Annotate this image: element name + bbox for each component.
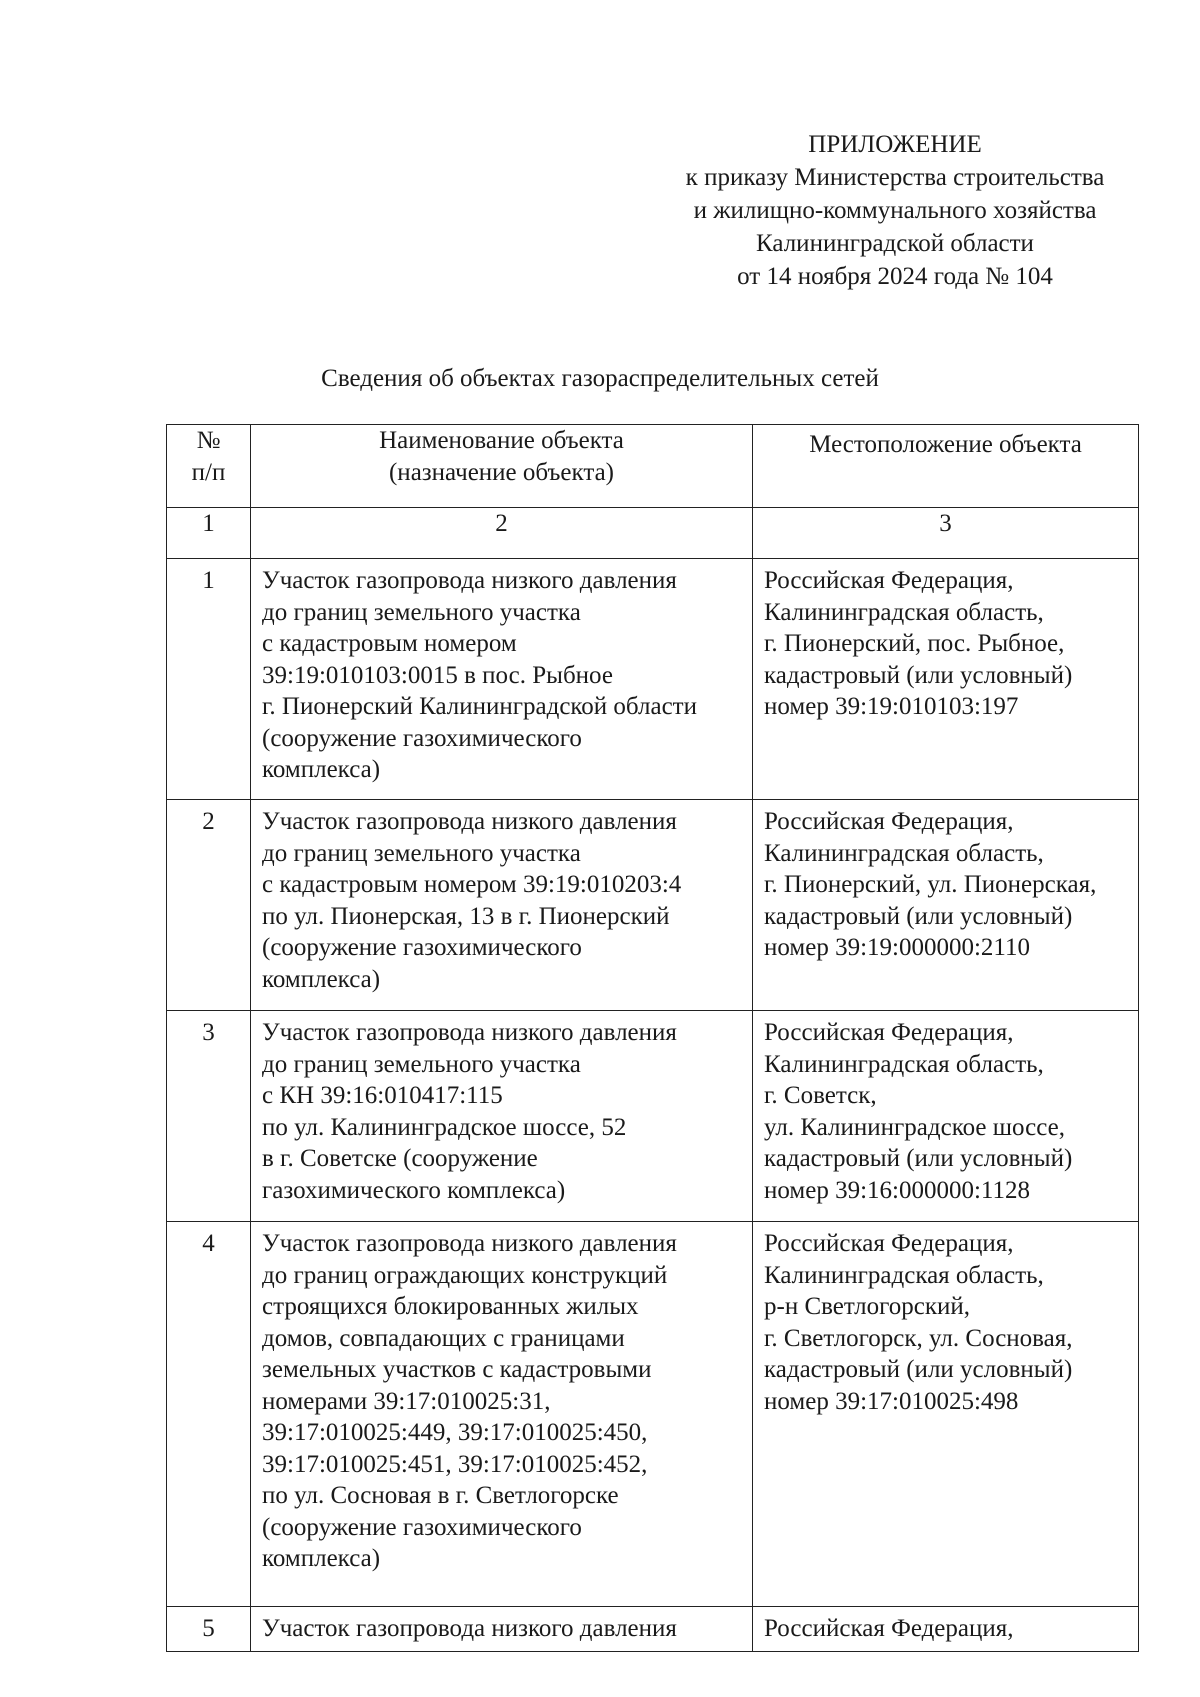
row-number: 1 — [167, 559, 251, 800]
header-number: № п/п — [167, 425, 251, 508]
header-object-location: Местоположение объекта — [753, 425, 1139, 508]
object-name-cell: Участок газопровода низкого давления — [251, 1607, 753, 1652]
column-number-row — [167, 508, 1139, 559]
table-row — [167, 559, 1139, 800]
table-row — [167, 1222, 1139, 1607]
table-row — [167, 1011, 1139, 1222]
appendix-line: и жилищно-коммунального хозяйства — [693, 197, 1097, 224]
object-location-cell: Российская Федерация, Калининградская область, г. Советск, ул. Калининградское шоссе, кадастровый (или условный) номер 39:16:000000:1128 — [753, 1011, 1139, 1222]
column-number: 1 — [167, 508, 251, 559]
appendix-title: ПРИЛОЖЕНИЕ — [808, 131, 982, 158]
object-name-cell: Участок газопровода низкого давления до границ земельного участка с кадастровым номером 39:19:010203:4 по ул. Пионерская, 13 в г. Пионерский (сооружение газохимического комплекса) — [251, 800, 753, 1011]
object-name-cell: Участок газопровода низкого давления до границ земельного участка с КН 39:16:010417:115 по ул. Калининградское шоссе, 52 в г. Советске (сооружение газохимического комплекса) — [251, 1011, 753, 1222]
row-number: 2 — [167, 800, 251, 1011]
objects-table — [166, 424, 1139, 1652]
row-number: 3 — [167, 1011, 251, 1222]
row-number: 5 — [167, 1607, 251, 1652]
row-number: 4 — [167, 1222, 251, 1607]
object-location-cell: Российская Федерация, Калининградская область, г. Пионерский, ул. Пионерская, кадастровый (или условный) номер 39:19:000000:2110 — [753, 800, 1139, 1011]
appendix-order-date: от 14 ноября 2024 года № 104 — [737, 263, 1053, 290]
appendix-line: Калининградской области — [756, 230, 1034, 257]
appendix-header — [640, 128, 1150, 293]
object-name-cell: Участок газопровода низкого давления до границ земельного участка с кадастровым номером 39:19:010103:0015 в пос. Рыбное г. Пионерский Калининградской области (сооружение газохимического комплекса) — [251, 559, 753, 800]
document-title: Сведения об объектах газораспределительных сетей — [321, 365, 879, 392]
table-row — [167, 1607, 1139, 1652]
object-location-cell: Российская Федерация, Калининградская область, р-н Светлогорский, г. Светлогорск, ул. Сосновая, кадастровый (или условный) номер 39:17:010025:498 — [753, 1222, 1139, 1607]
column-number: 3 — [753, 508, 1139, 559]
column-number: 2 — [251, 508, 753, 559]
object-location-cell: Российская Федерация, — [753, 1607, 1139, 1652]
table-row — [167, 800, 1139, 1011]
appendix-line: к приказу Министерства строительства — [685, 164, 1105, 191]
header-object-name: Наименование объекта (назначение объекта) — [251, 425, 753, 508]
object-location-cell: Российская Федерация, Калининградская область, г. Пионерский, пос. Рыбное, кадастровый (или условный) номер 39:19:010103:197 — [753, 559, 1139, 800]
object-name-cell: Участок газопровода низкого давления до границ ограждающих конструкций строящихся блокированных жилых домов, совпадающих с границами земельных участков с кадастровыми номерами 39:17:010025:31, 39:17:010025:449, 39:17:010025:450, 39:17:010025:451, 39:17:010025:452, по ул. Сосновая в г. Светлогорске (сооружение газохимического комплекса) — [251, 1222, 753, 1607]
table-header-row — [167, 425, 1139, 508]
